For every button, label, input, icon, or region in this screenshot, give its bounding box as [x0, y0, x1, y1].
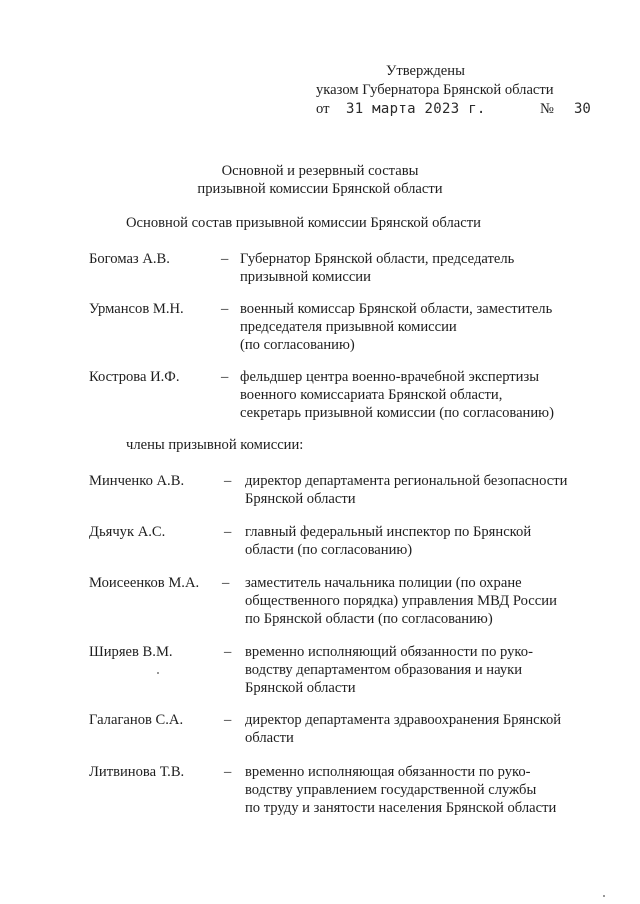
scan-speck	[603, 895, 605, 897]
main-composition-heading: Основной состав призывной комиссии Брянской области	[126, 215, 481, 231]
approval-date: 31 марта 2023 г.	[346, 101, 486, 117]
person-name: Минченко А.В.	[89, 473, 185, 489]
person-dash: –	[222, 575, 230, 591]
position-line: председателя призывной комиссии	[240, 319, 457, 335]
position-line: временно исполняющая обязанности по руко-	[245, 764, 531, 780]
position-line: директор департамента региональной безопасности	[245, 473, 568, 489]
document-title-line-1: Основной и резервный составы	[221, 163, 419, 179]
person-name: Ширяев В.М.	[89, 644, 173, 660]
person-position	[240, 250, 514, 286]
position-line: директор департамента здравоохранения Брянской	[245, 712, 562, 728]
approval-block	[316, 62, 591, 119]
person-dash: –	[224, 764, 232, 780]
person-name: Моисеенков М.А.	[89, 575, 200, 591]
members-heading: члены призывной комиссии:	[126, 437, 304, 453]
position-line: Губернатор Брянской области, председатель	[240, 251, 515, 267]
position-line: временно исполняющий обязанности по руко-	[245, 644, 533, 660]
position-line: общественного порядка) управления МВД России	[245, 593, 557, 609]
position-line: по труду и занятости населения Брянской области	[245, 800, 557, 816]
position-line: главный федеральный инспектор по Брянской	[245, 524, 532, 540]
position-line: заместитель начальника полиции (по охране	[245, 575, 522, 591]
approval-date-line	[316, 100, 591, 119]
person-name: Богомаз А.В.	[89, 251, 170, 267]
approval-number: 30	[574, 101, 591, 117]
approval-line-1: Утверждены	[386, 63, 465, 79]
position-line: Брянской области	[245, 680, 356, 696]
person-name: Дьячук А.С.	[89, 524, 166, 540]
person-dash: –	[224, 712, 232, 728]
person-position	[245, 711, 561, 747]
position-line: Брянской области	[245, 491, 356, 507]
person-dash: –	[221, 251, 229, 267]
position-line: области	[245, 730, 294, 746]
person-position	[245, 763, 556, 817]
position-line: призывной комиссии	[240, 269, 371, 285]
person-dash: –	[221, 369, 229, 385]
person-position	[245, 523, 531, 559]
scan-speck	[157, 672, 159, 674]
approval-line-2: указом Губернатора Брянской области	[316, 82, 554, 98]
person-position	[245, 472, 567, 508]
position-line: фельдшер центра военно-врачебной экспертизы	[240, 369, 540, 385]
person-position	[240, 368, 554, 422]
approval-date-prefix: от	[316, 101, 330, 117]
approval-number-prefix: №	[540, 101, 554, 117]
position-line: военный комиссар Брянской области, заместитель	[240, 301, 553, 317]
person-dash: –	[224, 473, 232, 489]
person-name: Галаганов С.А.	[89, 712, 184, 728]
person-dash: –	[224, 644, 232, 660]
position-line: водству департаментом образования и науки	[245, 662, 523, 678]
person-name: Литвинова Т.В.	[89, 764, 185, 780]
position-line: водству управлением государственной службы	[245, 782, 537, 798]
person-name: Кострова И.Ф.	[89, 369, 180, 385]
person-position	[245, 574, 557, 628]
document-title-line-2: призывной комиссии Брянской области	[197, 181, 443, 197]
person-position	[245, 643, 533, 697]
position-line: военного комиссариата Брянской области,	[240, 387, 503, 403]
person-position	[240, 300, 552, 354]
position-line: секретарь призывной комиссии (по согласованию)	[240, 405, 554, 421]
person-name: Урмансов М.Н.	[89, 301, 184, 317]
position-line: по Брянской области (по согласованию)	[245, 611, 493, 627]
position-line: области (по согласованию)	[245, 542, 413, 558]
person-dash: –	[221, 301, 229, 317]
position-line: (по согласованию)	[240, 337, 355, 353]
person-dash: –	[224, 524, 232, 540]
